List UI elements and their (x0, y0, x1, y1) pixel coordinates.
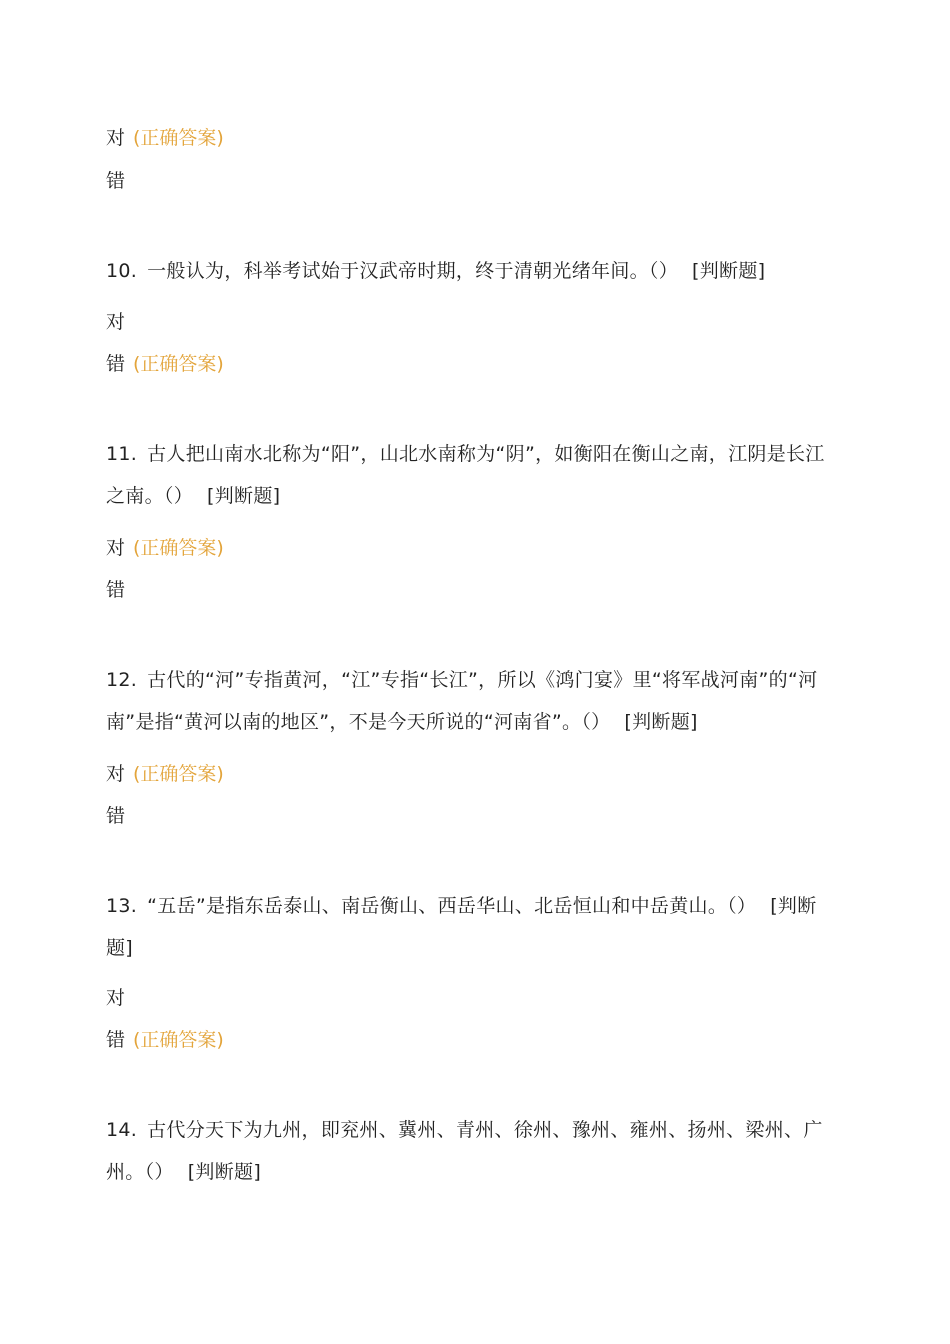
question-type: [判断题] (106, 895, 817, 959)
option-true[interactable] (106, 126, 841, 150)
question-number: 14. (106, 1119, 138, 1141)
correct-answer-tag: (正确答案) (133, 763, 224, 785)
correct-answer-tag: (正确答案) (133, 127, 224, 149)
option-label: 对 (106, 987, 126, 1009)
question-number: 10. (106, 260, 138, 282)
option-false[interactable] (106, 1028, 841, 1052)
question-text (106, 659, 841, 743)
question-text (106, 1109, 841, 1193)
question-number: 11. (106, 443, 138, 465)
question-type: [判断题] (207, 485, 281, 507)
option-false[interactable] (106, 169, 841, 193)
correct-answer-tag: (正确答案) (133, 537, 224, 559)
option-true[interactable] (106, 536, 841, 560)
option-label: 对 (106, 127, 126, 149)
option-true[interactable] (106, 310, 841, 334)
option-label: 错 (106, 170, 126, 192)
question-body: 古人把山南水北称为“阳”，山北水南称为“阴”，如衡阳在衡山之南，江阴是长江之南。（） (106, 443, 825, 507)
option-label: 对 (106, 311, 126, 333)
option-label: 错 (106, 805, 126, 827)
question-type: [判断题] (692, 260, 766, 282)
question-body: 古代分天下为九州，即兖州、冀州、青州、徐州、豫州、雍州、扬州、梁州、广州。（） (106, 1119, 823, 1183)
question-body: 一般认为，科举考试始于汉武帝时期，终于清朝光绪年间。（） (147, 260, 679, 282)
option-false[interactable] (106, 578, 841, 602)
question-type: [判断题] (624, 711, 698, 733)
correct-answer-tag: (正确答案) (133, 353, 224, 375)
option-false[interactable] (106, 352, 841, 376)
option-true[interactable] (106, 986, 841, 1010)
option-label: 对 (106, 763, 126, 785)
question-type: [判断题] (187, 1161, 262, 1183)
option-true[interactable] (106, 762, 841, 786)
question-body: “五岳”是指东岳泰山、南岳衡山、西岳华山、北岳恒山和中岳黄山。（） (147, 895, 757, 917)
correct-answer-tag: (正确答案) (133, 1029, 224, 1051)
question-number: 13. (106, 895, 138, 917)
option-label: 对 (106, 537, 126, 559)
question-text (106, 433, 841, 517)
option-label: 错 (106, 1029, 126, 1051)
option-label: 错 (106, 579, 126, 601)
question-body: 古代的“河”专指黄河，“江”专指“长江”，所以《鸿门宴》里“将军战河南”的“河南”是指“黄河以南的地区”，不是今天所说的“河南省”。（） (106, 669, 818, 733)
question-text (106, 250, 841, 292)
option-false[interactable] (106, 804, 841, 828)
question-text (106, 885, 841, 969)
question-number: 12. (106, 669, 138, 691)
option-label: 错 (106, 353, 126, 375)
